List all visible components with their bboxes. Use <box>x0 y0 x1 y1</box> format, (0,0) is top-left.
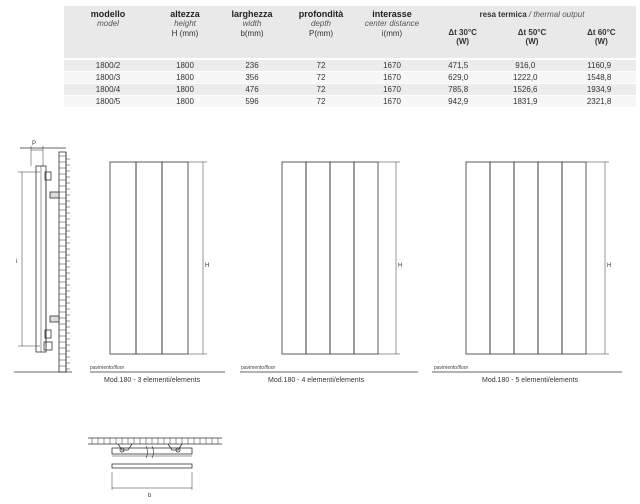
cell-t60: 1934,9 <box>562 84 636 96</box>
top-view-drawing <box>88 438 222 490</box>
header-output-sub: / thermal output <box>528 10 585 19</box>
header-dt30-label: Δt 30°C <box>448 28 477 37</box>
cell-t30: 629,0 <box>428 72 488 84</box>
cell-depth: 72 <box>286 84 356 96</box>
header-width-sub: width <box>242 19 262 28</box>
cell-t50: 1222,0 <box>488 72 562 84</box>
cell-height: 1800 <box>152 72 218 84</box>
floor-label-4: pavimento/floor <box>241 365 276 371</box>
cell-width: 236 <box>218 59 286 72</box>
cell-t60: 1548,8 <box>562 72 636 84</box>
header-center-label: interasse <box>372 9 412 19</box>
dim-label-h-4: H <box>398 263 403 269</box>
header-center-sub: center distance <box>364 19 420 28</box>
cell-width: 596 <box>218 96 286 108</box>
cell-model: 1800/4 <box>64 84 152 96</box>
header-height-label: altezza <box>170 9 200 19</box>
cell-t30: 471,5 <box>428 59 488 72</box>
header-dt50-unit: (W) <box>525 37 539 46</box>
cell-height: 1800 <box>152 84 218 96</box>
front-view-5-elements <box>432 162 622 372</box>
dim-label-i: i <box>16 259 18 265</box>
cell-model: 1800/3 <box>64 72 152 84</box>
dim-label-h-5: H <box>607 263 612 269</box>
cell-depth: 72 <box>286 96 356 108</box>
cell-width: 476 <box>218 84 286 96</box>
header-dt30-unit: (W) <box>456 37 470 46</box>
header-depth-unit: P(mm) <box>309 29 333 38</box>
cell-t60: 1160,9 <box>562 59 636 72</box>
header-height-sub: height <box>174 19 196 28</box>
cell-center: 1670 <box>356 59 428 72</box>
cell-t30: 942,9 <box>428 96 488 108</box>
cell-model: 1800/2 <box>64 59 152 72</box>
caption-3-elements: Mod.180 - 3 elementi/elements <box>104 377 201 384</box>
header-output-label: resa termica <box>479 10 527 19</box>
cell-depth: 72 <box>286 59 356 72</box>
cell-height: 1800 <box>152 96 218 108</box>
cell-t50: 1831,9 <box>488 96 562 108</box>
cell-center: 1670 <box>356 96 428 108</box>
dim-label-p: P <box>32 141 37 147</box>
side-view-drawing <box>14 146 72 372</box>
caption-4-elements: Mod.180 - 4 elementi/elements <box>268 377 365 384</box>
cell-center: 1670 <box>356 84 428 96</box>
cell-width: 356 <box>218 72 286 84</box>
cell-t50: 916,0 <box>488 59 562 72</box>
header-depth-sub: depth <box>310 19 332 28</box>
cell-t60: 2321,8 <box>562 96 636 108</box>
header-dt60-label: Δt 60°C <box>587 28 616 37</box>
header-dt50-label: Δt 50°C <box>517 28 547 37</box>
cell-t30: 785,8 <box>428 84 488 96</box>
header-width-label: larghezza <box>231 9 273 19</box>
header-model-label: modello <box>90 9 126 19</box>
caption-5-elements: Mod.180 - 5 elementi/elements <box>482 377 579 384</box>
cell-center: 1670 <box>356 72 428 84</box>
header-width-unit: b(mm) <box>240 29 264 38</box>
cell-model: 1800/5 <box>64 96 152 108</box>
dim-label-b: b <box>148 493 152 499</box>
cell-depth: 72 <box>286 72 356 84</box>
dim-label-h-3: H <box>205 263 210 269</box>
header-model-sub: model <box>97 19 119 28</box>
header-center-unit: i(mm) <box>381 29 403 38</box>
floor-label-5: pavimento/floor <box>434 365 469 371</box>
header-dt60-unit: (W) <box>594 37 608 46</box>
floor-label-3: pavimento/floor <box>90 365 125 371</box>
cell-t50: 1526,6 <box>488 84 562 96</box>
front-view-4-elements <box>240 162 418 372</box>
cell-height: 1800 <box>152 59 218 72</box>
header-depth-label: profondità <box>298 9 344 19</box>
header-height-unit: H (mm) <box>171 29 199 38</box>
